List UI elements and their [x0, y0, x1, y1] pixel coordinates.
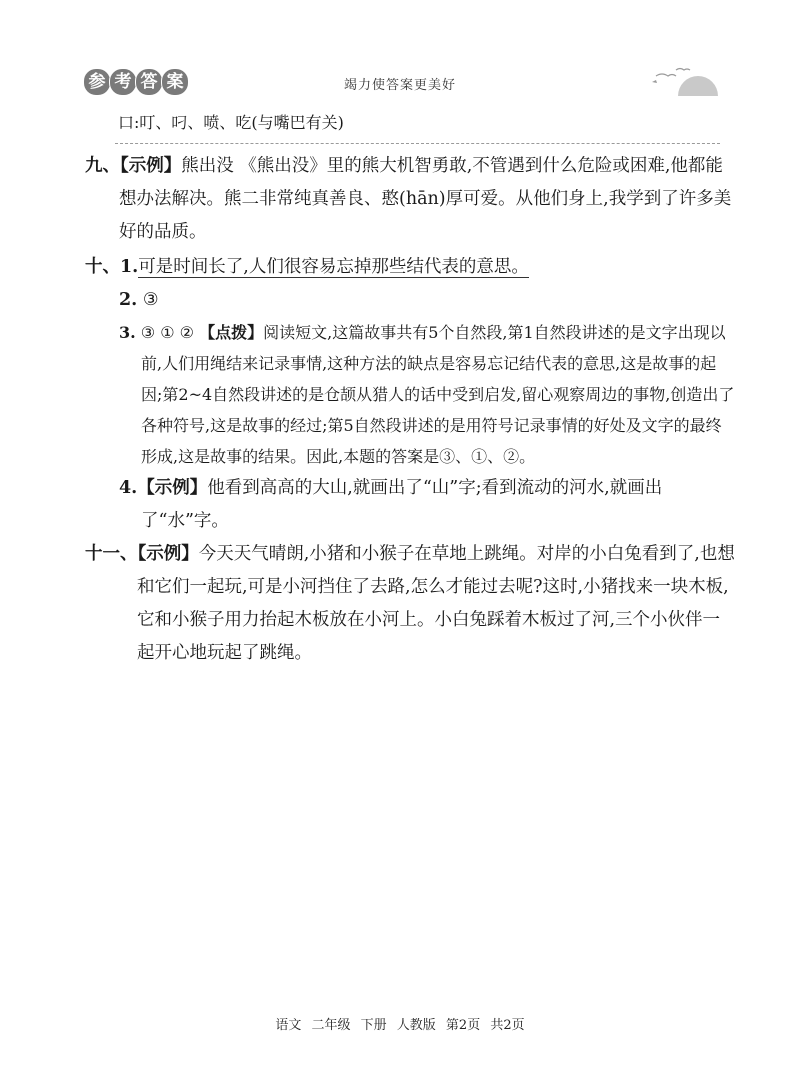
question-number: 4.	[119, 478, 138, 498]
example-label: 【示例】	[137, 478, 208, 498]
page-header	[0, 0, 800, 110]
logo-char: 考	[109, 68, 137, 96]
hint-label: 【点拨】	[199, 323, 264, 342]
section-ten-q2	[85, 284, 735, 317]
section-nine	[85, 150, 735, 249]
section-eleven	[85, 538, 735, 670]
section-text: 今天天气晴朗,小猪和小猴子在草地上跳绳。对岸的小白兔看到了,也想和它们一起玩,可是小河挡住了去路,怎么才能过去呢?这时,小猪找来一块木板,它和小猴子用力抬起木板放在小河上。小白兔踩着木板过了河,三个小伙伴一起开心地玩起了跳绳。	[137, 544, 735, 663]
logo-char: 答	[135, 68, 163, 96]
section-text: 熊出没 《熊出没》里的熊大机智勇敢,不管遇到什么危险或困难,他都能想办法解决。熊二非常纯真善良、憨(hān)厚可爱。从他们身上,我学到了许多美好的品质。	[119, 156, 732, 242]
example-label: 【示例】	[120, 156, 182, 176]
section-number: 十、	[85, 257, 120, 277]
section-ten-q1	[85, 251, 735, 284]
section-ten-q3	[85, 317, 735, 472]
header-slogan: 竭力使答案更美好	[343, 78, 456, 93]
question-answer: 他看到高高的大山,就画出了“山”字;看到流动的河水,就画出了“水”字。	[141, 478, 663, 531]
page-footer: 语文 二年级 下册 人教版 第2页 共2页	[275, 1018, 525, 1033]
question-number: 2.	[119, 290, 138, 310]
question-number: 1.	[120, 257, 139, 277]
section-number: 九、	[85, 156, 120, 176]
hint-text: 阅读短文,这篇故事共有5个自然段,第1自然段讲述的是文字出现以前,人们用绳结来记录事情,这种方法的缺点是容易忘记结代表的意思,这是故事的起因;第2~4自然段讲述的是仓颉从猎人的话中受到启发,留心观察周边的事物,创造出了各种符号,这是故事的经过;第5自然段讲述的是用符号记录事情的好处及文字的最终形成,这是故事的结果。因此,本题的答案是③、①、②。	[141, 323, 735, 466]
example-label: 【示例】	[137, 544, 199, 564]
answer-content	[85, 150, 735, 670]
sun-decoration-icon	[650, 62, 720, 98]
dashed-divider	[115, 143, 720, 144]
question-answer: ③ ① ②	[140, 323, 194, 342]
question-answer: 可是时间长了,人们很容易忘掉那些结代表的意思。	[138, 257, 529, 277]
logo-char: 参	[83, 68, 111, 96]
logo-char: 案	[161, 68, 189, 96]
section-ten-q4	[85, 472, 735, 538]
intro-line: 口:叮、叼、喷、吃(与嘴巴有关)	[118, 113, 344, 132]
section-number: 十一、	[85, 544, 138, 564]
question-number: 3.	[119, 323, 136, 342]
question-answer: ③	[142, 290, 159, 310]
